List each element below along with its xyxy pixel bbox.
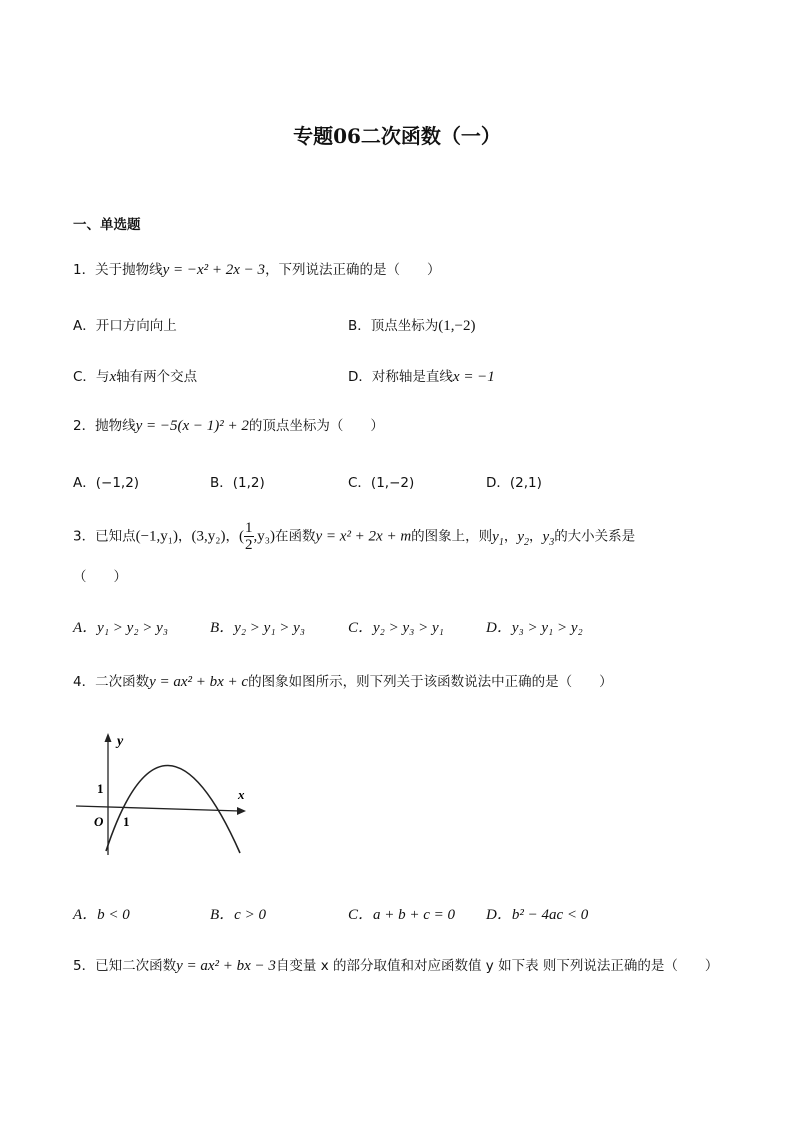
- q3-tail: 的大小关系是: [554, 528, 636, 545]
- q3-option-b: B．y₂ > y₁ > y₃: [210, 620, 306, 636]
- q1-stem-a: 1．关于抛物线: [73, 262, 163, 278]
- q4-stem-a: 4．二次函数: [73, 674, 150, 690]
- x-axis-arrow: [237, 807, 246, 815]
- q1-option-c-text-b: 轴有两个交点: [116, 369, 198, 385]
- page-title: 专题06二次函数（一）: [293, 124, 501, 148]
- q3-stem-c: 的图象上，则: [411, 528, 493, 545]
- q3-point-3-fraction: [244, 520, 254, 553]
- q3-frac-den: 2: [245, 537, 253, 553]
- q2-option-c: C．(1,−2): [348, 475, 415, 491]
- question-3: 3．已知点(−1,y₁)，(3,y₂)，( $\frac{1}{2}$ ,y₃)在函数y = x² + 2x + m的图象上，则$y_1$，$y_2$，$y_3$的大小关系是: [73, 520, 636, 553]
- q2-option-d: D．(2,1): [486, 475, 542, 491]
- q1-option-d: [348, 365, 495, 386]
- q4-stem-b: 的图象如图所示，则下列关于该函数说法中正确的是（ ）: [248, 674, 613, 690]
- q1-option-c-text-a: C．与: [73, 369, 110, 385]
- q1-math: y = −x² + 2x − 3: [162, 262, 266, 278]
- q3-option-c: C．y₂ > y₃ > y₁: [348, 620, 444, 636]
- q1-option-d-text: D．对称轴是直线: [348, 369, 453, 385]
- q2-stem-a: 2．抛物线: [73, 418, 136, 434]
- q3-stem-b: 在函数: [275, 528, 316, 545]
- q1-option-b: [348, 314, 475, 335]
- q1-stem-b: ，下列说法正确的是（ ）: [265, 262, 441, 278]
- y-axis-arrow: [105, 733, 112, 742]
- q1-option-c: [73, 365, 197, 386]
- q3-paren: （ ）: [73, 569, 127, 585]
- q3-option-d: D．y₃ > y₁ > y₂: [486, 620, 583, 636]
- x-tick-one: 1: [123, 814, 130, 829]
- parabola-graph: [70, 725, 260, 860]
- x-axis-label: x: [238, 787, 245, 802]
- q2-option-b: B．(1,2): [210, 475, 265, 491]
- y-axis-label: y: [117, 734, 124, 749]
- q3-func: y = x² + 2x + m: [315, 528, 412, 545]
- q3-stem-a: 3．已知点: [73, 528, 136, 545]
- q3-point-1: (−1,y₁): [135, 528, 179, 545]
- q3-vars: $y_1$: [492, 528, 504, 548]
- q1-option-c-x: x: [109, 369, 117, 385]
- q5-stem-a: 5．已知二次函数: [73, 958, 177, 974]
- origin-label: O: [94, 814, 104, 829]
- q3-frac-num: 1: [245, 520, 253, 536]
- q1-option-a: A．开口方向向上: [73, 318, 177, 334]
- q4-option-a: A．b < 0: [73, 907, 130, 923]
- q2-option-a: A．(−1,2): [73, 475, 140, 491]
- q3-point-3-open: (: [239, 528, 245, 545]
- q2-math: y = −5(x − 1)² + 2: [135, 418, 249, 434]
- q1-option-b-text: B．顶点坐标为: [348, 318, 439, 334]
- question-5: [73, 954, 718, 975]
- question-4: [73, 670, 613, 691]
- q3-option-a: A．y₁ > y₂ > y₃: [73, 620, 169, 636]
- q4-option-c: C．a + b + c = 0: [348, 907, 456, 923]
- q4-option-d: D．b² − 4ac < 0: [486, 907, 589, 923]
- q5-stem-b: 自变量 x 的部分取值和对应函数值 y 如下表 则下列说法正确的是（ ）: [275, 958, 719, 974]
- q3-point-3-tail: ,y₃): [253, 528, 275, 545]
- q1-option-b-math: (1,−2): [438, 318, 476, 334]
- question-1: [73, 258, 441, 279]
- q3-comma-1: ，: [178, 528, 192, 545]
- y-tick-one: 1: [97, 781, 104, 796]
- q5-math: y = ax² + bx − 3: [176, 958, 276, 974]
- q4-math: y = ax² + bx + c: [149, 674, 249, 690]
- question-2: [73, 414, 384, 435]
- q2-stem-b: 的顶点坐标为（ ）: [248, 418, 384, 434]
- q3-comma-2: ，: [225, 528, 240, 545]
- q1-option-d-math: x = −1: [452, 369, 495, 385]
- section-heading: 一、单选题: [73, 217, 141, 233]
- q4-option-b: B．c > 0: [210, 907, 266, 923]
- q3-point-2: (3,y₂): [191, 528, 226, 545]
